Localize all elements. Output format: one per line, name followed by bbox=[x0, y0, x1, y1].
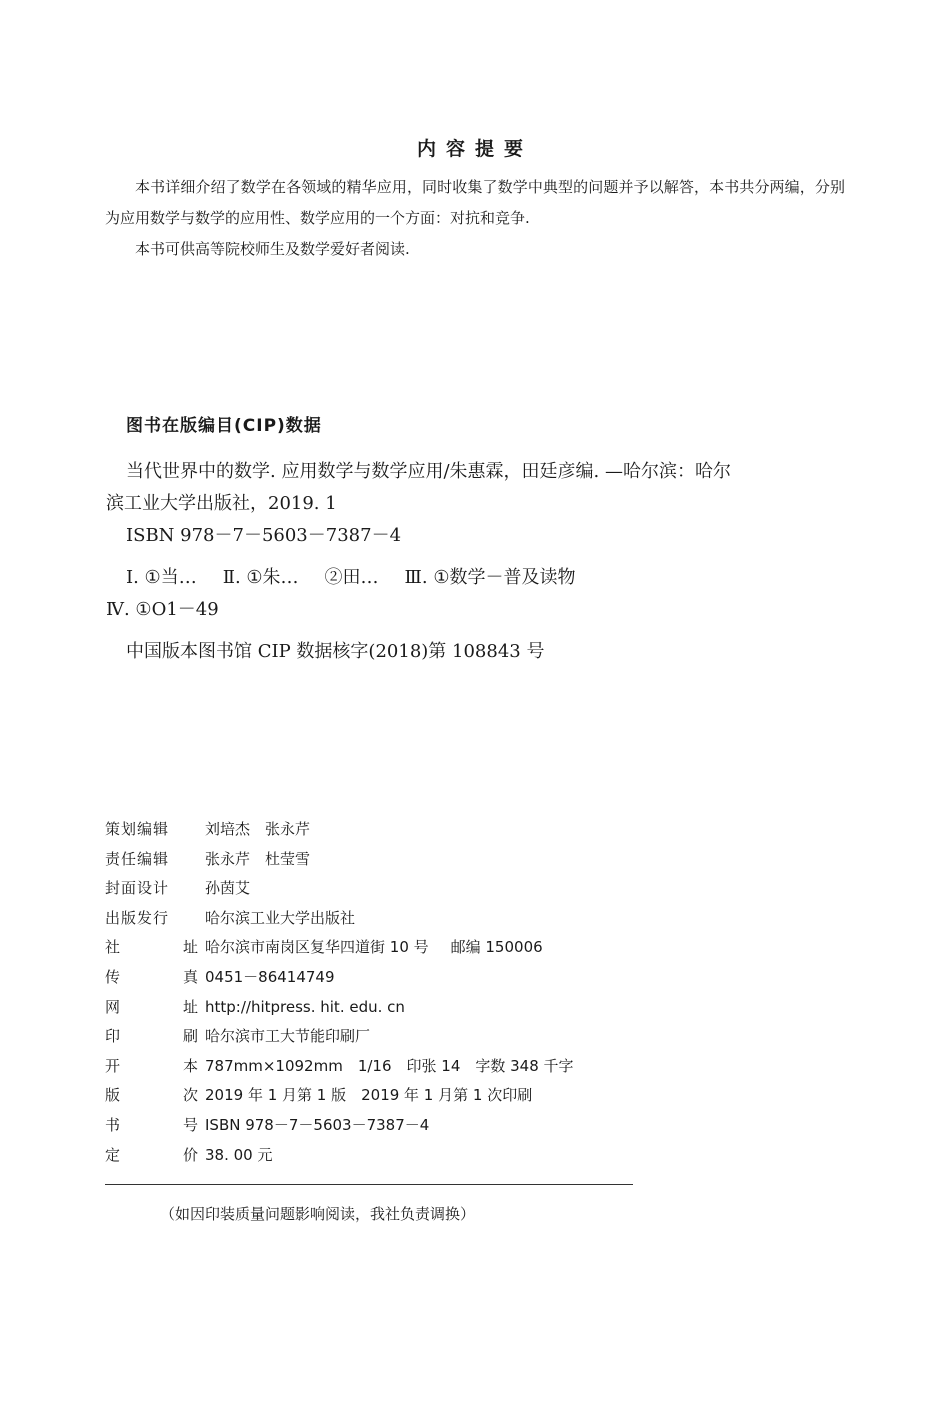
cip-data bbox=[106, 456, 846, 668]
colophon-label: 定 价 bbox=[105, 1145, 199, 1164]
cip-index-item: Ⅲ. ①数学－普及读物 bbox=[404, 567, 576, 588]
cip-index-item: ②田… bbox=[324, 567, 379, 588]
colophon-row bbox=[105, 1052, 574, 1082]
colophon-value: 刘培杰 张永芹 bbox=[205, 820, 311, 838]
colophon-label: 版 次 bbox=[105, 1086, 199, 1105]
colophon-label: 策划编辑 bbox=[105, 820, 170, 838]
cip-isbn: ISBN 978－7－5603－7387－4 bbox=[126, 525, 402, 546]
divider-rule bbox=[105, 1184, 633, 1185]
cip-heading: 图书在版编目(CIP)数据 bbox=[126, 416, 322, 436]
colophon-row bbox=[105, 874, 574, 904]
colophon-row bbox=[105, 1111, 574, 1141]
colophon-label: 出版发行 bbox=[105, 908, 170, 927]
cip-index-line: Ⅳ. ①O1－49 bbox=[106, 599, 219, 620]
colophon-value: http://hitpress. hit. edu. cn bbox=[205, 997, 405, 1016]
colophon-value: 哈尔滨市工大节能印刷厂 bbox=[205, 1027, 371, 1046]
quality-notice: （如因印装质量问题影响阅读，我社负责调换） bbox=[160, 1205, 476, 1223]
colophon-label: 责任编辑 bbox=[105, 849, 170, 868]
colophon-value: 787mm×1092mm 1/16 印张 14 字数 348 千字 bbox=[205, 1056, 574, 1075]
colophon-row bbox=[105, 1081, 574, 1111]
colophon-label: 网 址 bbox=[105, 997, 199, 1016]
colophon-value: 38. 00 元 bbox=[205, 1145, 273, 1164]
colophon-label: 书 号 bbox=[105, 1115, 199, 1134]
cip-main-line: 当代世界中的数学. 应用数学与数学应用/朱惠霖，田廷彦编. —哈尔滨：哈尔 bbox=[126, 461, 731, 482]
colophon-label: 封面设计 bbox=[105, 879, 170, 898]
colophon-row bbox=[105, 993, 574, 1023]
colophon-value: 哈尔滨工业大学出版社 bbox=[205, 908, 356, 927]
cip-index-item: Ⅱ. ①朱… bbox=[222, 567, 299, 588]
colophon-row bbox=[105, 933, 574, 963]
colophon-value-extra: 邮编 150006 bbox=[450, 938, 543, 957]
cip-index-line bbox=[126, 562, 846, 594]
colophon-value: 0451－86414749 bbox=[205, 967, 335, 986]
abstract-title: 内容提要 bbox=[416, 138, 533, 160]
colophon-value: 哈尔滨市南岗区复华四道街 10 号 bbox=[205, 938, 429, 957]
abstract-paragraph: 本书详细介绍了数学在各领域的精华应用，同时收集了数学中典型的问题并予以解答，本书共分两编，分别为应用数学与数学的应用性、数学应用的一个方面：对抗和竞争. bbox=[105, 178, 845, 227]
colophon bbox=[105, 815, 574, 1170]
colophon-value: 孙茵艾 bbox=[205, 879, 251, 898]
colophon-label: 社 址 bbox=[105, 938, 199, 957]
cip-record-number: 中国版本图书馆 CIP 数据核字(2018)第 108843 号 bbox=[126, 641, 545, 662]
abstract-paragraph: 本书可供高等院校师生及数学爱好者阅读. bbox=[135, 240, 410, 258]
colophon-label: 印 刷 bbox=[105, 1027, 199, 1046]
cip-main-line: 滨工业大学出版社，2019. 1 bbox=[106, 493, 337, 514]
colophon-row bbox=[105, 815, 574, 845]
colophon-value: 张永芹 杜莹雪 bbox=[205, 849, 311, 868]
colophon-value: 2019 年 1 月第 1 版 2019 年 1 月第 1 次印刷 bbox=[205, 1086, 533, 1105]
colophon-label: 开 本 bbox=[105, 1056, 199, 1075]
colophon-row bbox=[105, 963, 574, 993]
colophon-value: ISBN 978－7－5603－7387－4 bbox=[205, 1115, 430, 1134]
colophon-row bbox=[105, 904, 574, 934]
cip-index-item: Ⅰ. ①当… bbox=[126, 567, 197, 588]
colophon-row bbox=[105, 1141, 574, 1171]
colophon-row bbox=[105, 1022, 574, 1052]
colophon-label: 传 真 bbox=[105, 967, 199, 986]
colophon-row bbox=[105, 845, 574, 875]
abstract-body bbox=[105, 172, 845, 265]
